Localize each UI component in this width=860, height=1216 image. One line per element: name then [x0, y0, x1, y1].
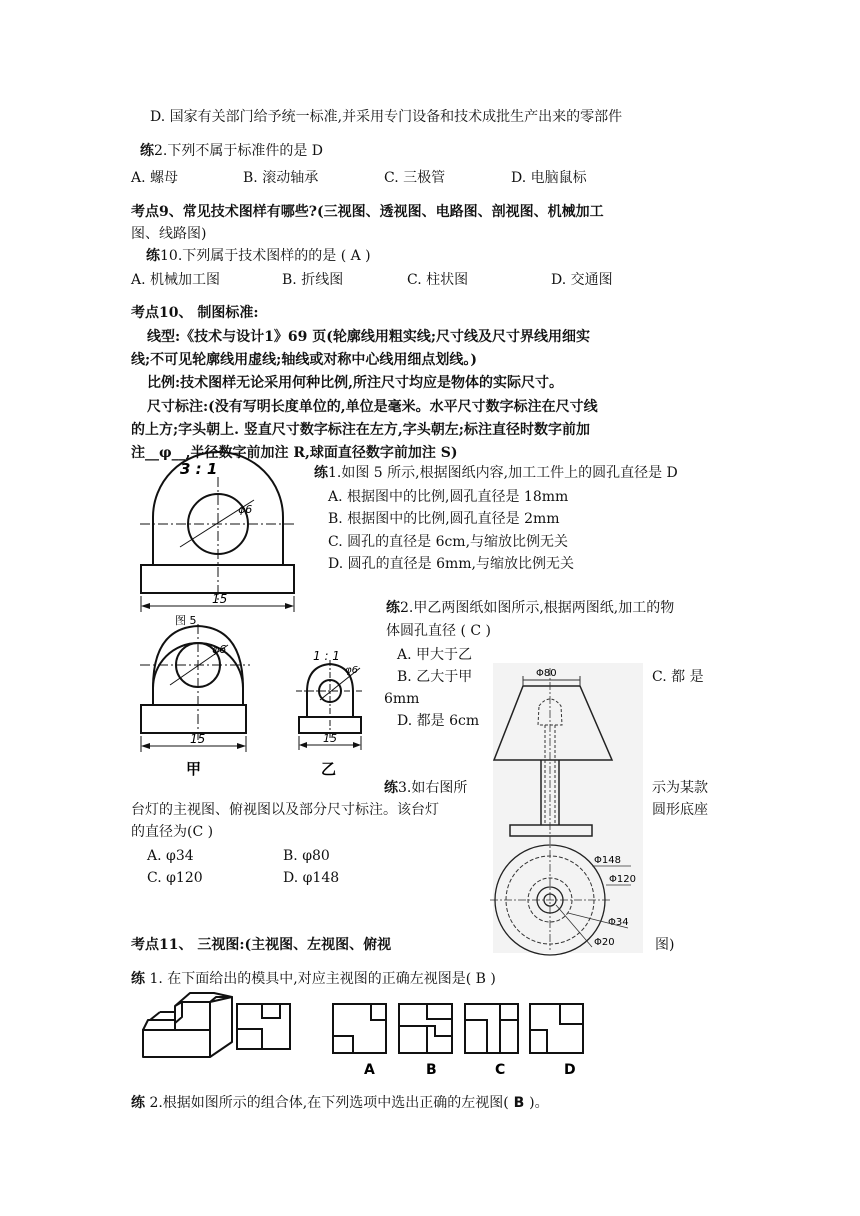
q3-option-d: D. φ148 — [283, 870, 340, 886]
q1-option-d: D. 圆孔的直径是 6mm,与缩放比例无关 — [328, 556, 574, 572]
exercise-q3-stem: 练3.如右图所 — [384, 780, 468, 796]
exercise-2-option-b: B. 滚动轴承 — [243, 170, 319, 186]
lamp-d20: Φ20 — [594, 937, 615, 948]
figure-yi-width: 15 — [323, 732, 337, 745]
exercise-2-option-c: C. 三极管 — [384, 170, 446, 186]
figure-yi-label: 乙 — [321, 760, 337, 778]
exercise-10-option-d: D. 交通图 — [551, 272, 613, 288]
exercise-q4-line: 练 1. 在下面给出的模具中,对应主视图的正确左视图是( B ) — [131, 971, 496, 987]
line-type-paragraph: 线型:《技术与设计1》69 页(轮廓线用粗实线;尺寸线及尺寸界线用细实 — [147, 329, 591, 345]
option-a-label: A — [364, 1062, 375, 1078]
option-d-label: D — [564, 1062, 576, 1078]
figure-5-width: 15 — [212, 592, 228, 606]
dimension-paragraph-cont1: 的上方;字头朝上. 竖直尺寸数字标注在左方,字头朝左;标注直径时数字前加 — [131, 422, 590, 438]
exercise-prefix: 练 — [131, 1095, 145, 1111]
q2-option-a: A. 甲大于乙 — [397, 647, 473, 663]
exercise-10-option-b: B. 折线图 — [282, 272, 344, 288]
figure-jia-width: 15 — [190, 732, 206, 746]
q1-option-a: A. 根据图中的比例,圆孔直径是 18mm — [328, 489, 569, 505]
exercise-q2-stem: 练2.甲乙两图纸如图所示,根据两图纸,加工的物 — [386, 600, 675, 616]
exercise-10-option-a: A. 机械加工图 — [131, 272, 221, 288]
exercise-q5-line: 练 2.根据如图所示的组合体,在下列选项中选出正确的左视图( B )。 — [131, 1095, 549, 1111]
section-11-heading-end: 图) — [655, 937, 675, 953]
dimension-paragraph-cont2: 注__φ__,半径数字前加注 R,球面直径数字前加注 S) — [131, 445, 458, 461]
figure-5-diameter: φ6 — [238, 503, 253, 516]
exercise-q3-stem-line2: 台灯的主视图、俯视图以及部分尺寸标注。该台灯 — [131, 802, 439, 818]
q2-option-b: B. 乙大于甲 — [397, 669, 473, 685]
q1-option-b: B. 根据图中的比例,圆孔直径是 2mm — [328, 511, 560, 527]
exercise-2-option-d: D. 电脑鼠标 — [511, 170, 587, 186]
exercise-10-stem: 10.下列属于技术图样的的是 ( A ) — [160, 248, 371, 264]
section-9-heading-cont: 图、线路图) — [131, 226, 207, 242]
q2-option-c: C. 都 是 — [652, 669, 704, 685]
exercise-10-option-c: C. 柱状图 — [407, 272, 469, 288]
figure-jia-diameter: φ6 — [212, 643, 227, 656]
scale-paragraph: 比例:技术图样无论采用何种比例,所注尺寸均应是物体的实际尺寸。 — [147, 375, 564, 391]
figure-jia-label: 甲 — [186, 760, 202, 778]
option-b-label: B — [426, 1062, 437, 1078]
lamp-d34: Φ34 — [608, 917, 629, 928]
exercise-q3-stem-line2-right: 圆形底座 — [652, 802, 708, 818]
exercise-q2-stem-cont: 体圆孔直径 ( C ) — [386, 623, 491, 639]
q2-option-c-cont: 6mm — [384, 691, 420, 707]
exercise-q1-stem: 练1.如图 5 所示,根据图纸内容,加工工件上的圆孔直径是 D — [314, 465, 678, 481]
exercise-prefix: 练 — [386, 600, 400, 616]
section-11-heading: 考点11、 三视图:(主视图、左视图、俯视 — [131, 937, 392, 953]
exercise-2-stem: 2.下列不属于标准件的是 D — [154, 143, 324, 159]
exercise-prefix: 练 — [146, 248, 160, 264]
q1-option-c: C. 圆孔的直径是 6cm,与缩放比例无关 — [328, 534, 569, 550]
section-9-heading: 考点9、常见技术图样有哪些?(三视图、透视图、电路图、剖视图、机械加工 — [131, 204, 604, 220]
q3-option-b: B. φ80 — [283, 848, 330, 864]
section-10-heading: 考点10、 制图标准: — [131, 305, 259, 321]
q3-option-c: C. φ120 — [147, 870, 203, 886]
exercise-prefix: 练 — [131, 971, 145, 987]
option-c-label: C — [495, 1062, 506, 1078]
exercise-prefix: 练 — [384, 780, 398, 796]
lamp-d148: Φ148 — [594, 855, 621, 866]
option-d-line: D. 国家有关部门给予统一标准,并采用专门设备和技术成批生产出来的零部件 — [150, 109, 623, 125]
line-type-paragraph-cont: 线;不可见轮廓线用虚线;轴线或对称中心线用细点划线。) — [131, 352, 477, 368]
exercise-2-option-a: A. 螺母 — [131, 170, 179, 186]
lamp-d120: Φ120 — [609, 874, 636, 885]
figure-5-caption: 图 5 — [175, 614, 197, 627]
exercise-q3-stem-line3: 的直径为(C ) — [131, 824, 214, 840]
q2-option-d: D. 都是 6cm — [397, 713, 480, 729]
exercise-q3-stem-right: 示为某款 — [652, 780, 708, 796]
figure-yi-diameter: φ6 — [345, 665, 358, 676]
exercise-prefix: 练 — [140, 143, 154, 159]
figure-5-scale: 3 : 1 — [180, 460, 218, 478]
exercise-prefix: 练 — [314, 465, 328, 481]
dimension-paragraph: 尺寸标注:(没有写明长度单位的,单位是毫米。水平尺寸数字标注在尺寸线 — [147, 399, 598, 415]
q3-option-a: A. φ34 — [147, 848, 194, 864]
lamp-top-diameter: Φ80 — [536, 668, 557, 679]
figure-yi-scale: 1 : 1 — [313, 649, 340, 663]
